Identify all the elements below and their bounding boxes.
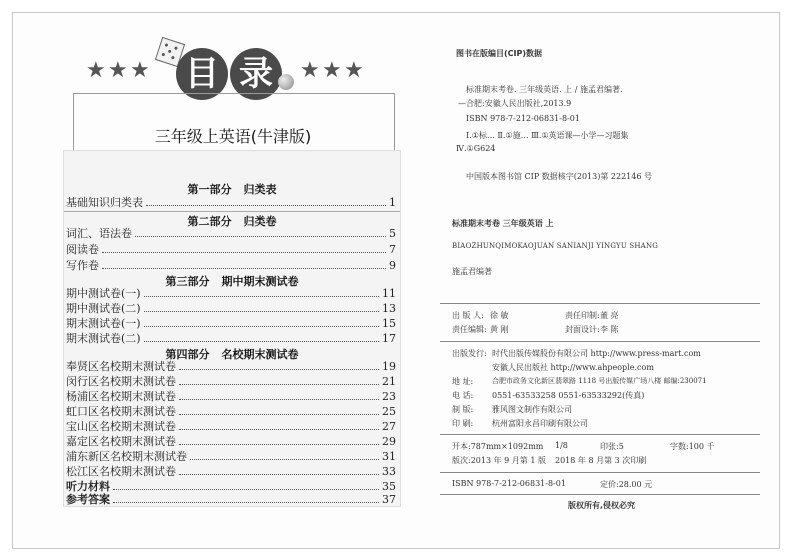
spec-value: 2018 年 8 月第 3 次印刷 bbox=[555, 456, 647, 465]
toc-list bbox=[63, 150, 401, 507]
publish-label: 地 址: bbox=[452, 377, 474, 386]
star-icon: ★ bbox=[322, 58, 342, 83]
toc-entry[interactable]: 嘉定区名校期末测试卷 29 bbox=[66, 435, 396, 448]
publish-value: 合肥市政务文化新区翡翠路 1118 号出版传媒广场八楼 邮编:230071 bbox=[492, 377, 707, 385]
section-heading: 第四部分 名校期末测试卷 bbox=[165, 348, 299, 361]
book-subtitle: 三年级上英语(牛津版) bbox=[154, 127, 312, 146]
divider bbox=[440, 472, 760, 473]
cip-line: 中国版本图书馆 CIP 数据核字(2013)第 222146 号 bbox=[466, 172, 652, 181]
toc-entry[interactable]: 词汇、语法卷 5 bbox=[66, 227, 396, 240]
divider bbox=[440, 494, 760, 495]
staff-label: 出 版 人: bbox=[452, 311, 484, 320]
publish-value: 杭州富阳永昌印刷有限公司 bbox=[492, 419, 588, 428]
divider bbox=[440, 434, 760, 435]
publish-value: 0551-63533258 0551-63533292(传真) bbox=[492, 391, 645, 400]
toc-entry[interactable]: 宝山区名校期末测试卷 27 bbox=[66, 420, 396, 433]
spec-value: 1/8 bbox=[555, 441, 568, 450]
toc-entry[interactable]: 期末测试卷(一) 15 bbox=[66, 317, 396, 330]
cip-line: —合肥:安徽人民出版社,2013.9 bbox=[458, 99, 572, 108]
publish-label: 印 刷: bbox=[452, 419, 474, 428]
toc-title-char: 录 bbox=[230, 48, 282, 100]
toc-entry[interactable]: 期中测试卷(一) 11 bbox=[66, 287, 396, 300]
toc-entry[interactable]: 虹口区名校期末测试卷 25 bbox=[66, 405, 396, 418]
toc-entry[interactable]: 浦东新区名校期末测试卷 31 bbox=[66, 450, 396, 463]
publish-value: 安徽人民出版社 http://www.ahpeople.com bbox=[492, 363, 654, 372]
staff-value: 李 陈 bbox=[600, 325, 619, 334]
toc-entry[interactable]: 松江区名校期末测试卷 33 bbox=[66, 465, 396, 478]
ball-icon bbox=[278, 74, 294, 90]
star-icon: ★ bbox=[130, 58, 150, 83]
staff-value: 徐 敏 bbox=[490, 311, 509, 320]
star-icon: ★ bbox=[300, 58, 320, 83]
toc-entry[interactable]: 期中测试卷(二) 13 bbox=[66, 302, 396, 315]
isbn-line: ISBN 978-7-212-06831-8-01 bbox=[452, 479, 566, 488]
cip-line: Ⅰ.①标… Ⅱ.①施… Ⅲ.①英语课—小学—习题集 bbox=[466, 131, 629, 140]
publish-label: 制 版: bbox=[452, 405, 474, 414]
toc-entry[interactable]: 参考答案 37 bbox=[66, 493, 396, 506]
staff-label: 责任印制: bbox=[565, 311, 600, 320]
divider bbox=[440, 303, 760, 304]
toc-entry[interactable]: 阅读卷 7 bbox=[66, 243, 396, 256]
section-heading: 第一部分 归类表 bbox=[187, 183, 277, 196]
cip-line: 标准期末考卷. 三年级英语. 上 / 施孟君编著. bbox=[466, 85, 623, 94]
staff-label: 责任编辑: bbox=[452, 325, 487, 334]
cip-line: ISBN 978-7-212-06831-8-01 bbox=[466, 114, 580, 123]
toc-title-char: 目 bbox=[176, 48, 228, 100]
toc-entry[interactable]: 期末测试卷(二) 17 bbox=[66, 332, 396, 345]
star-icon: ★ bbox=[344, 58, 364, 83]
toc-entry[interactable]: 杨浦区名校期末测试卷 23 bbox=[66, 390, 396, 403]
publish-label: 出版发行: bbox=[452, 349, 487, 358]
toc-entry[interactable]: 写作卷 9 bbox=[66, 259, 396, 272]
toc-entry[interactable]: 听力材料 35 bbox=[66, 480, 396, 493]
staff-label: 封面设计: bbox=[565, 325, 600, 334]
divider bbox=[440, 341, 760, 342]
section-heading: 第三部分 期中期末测试卷 bbox=[165, 275, 299, 288]
star-icon: ★ bbox=[86, 58, 106, 83]
publish-value: 雅风图文制作有限公司 bbox=[492, 405, 572, 414]
book-pinyin: BIAOZHUNQIMOKAOJUAN SANIANJI YINGYU SHANG bbox=[452, 242, 659, 250]
publish-label: 电 话: bbox=[452, 391, 474, 400]
staff-value: 黄 刚 bbox=[490, 325, 509, 334]
copyright-page bbox=[440, 48, 760, 518]
staff-value: 董 亮 bbox=[600, 311, 619, 320]
spec-value: 字数:100 千 bbox=[670, 442, 715, 451]
toc-entry[interactable]: 奉贤区名校期末测试卷 19 bbox=[66, 360, 396, 373]
cip-heading: 图书在版编目(CIP)数据 bbox=[456, 49, 543, 58]
spec-value: 开本:787mm×1092mm bbox=[452, 442, 544, 451]
book-author: 施孟君编著 bbox=[452, 267, 492, 276]
toc-entry[interactable]: 基础知识归类表 1 bbox=[66, 196, 396, 209]
spec-value: 版次:2013 年 9 月第 1 版 bbox=[452, 456, 546, 465]
star-icon: ★ bbox=[108, 58, 128, 83]
section-heading: 第二部分 归类卷 bbox=[187, 215, 277, 228]
book-title: 标准期末考卷 三年级英语 上 bbox=[452, 219, 554, 228]
publish-value: 时代出版传媒股份有限公司 http://www.press-mart.com bbox=[492, 349, 701, 358]
cip-line: Ⅳ.①G624 bbox=[456, 144, 496, 153]
spec-value: 印张:5 bbox=[600, 442, 624, 451]
toc-entry[interactable]: 闵行区名校期末测试卷 21 bbox=[66, 375, 396, 388]
divider bbox=[64, 211, 400, 212]
price: 定价:28.00 元 bbox=[600, 480, 653, 489]
rights-notice: 版权所有,侵权必究 bbox=[568, 501, 636, 510]
